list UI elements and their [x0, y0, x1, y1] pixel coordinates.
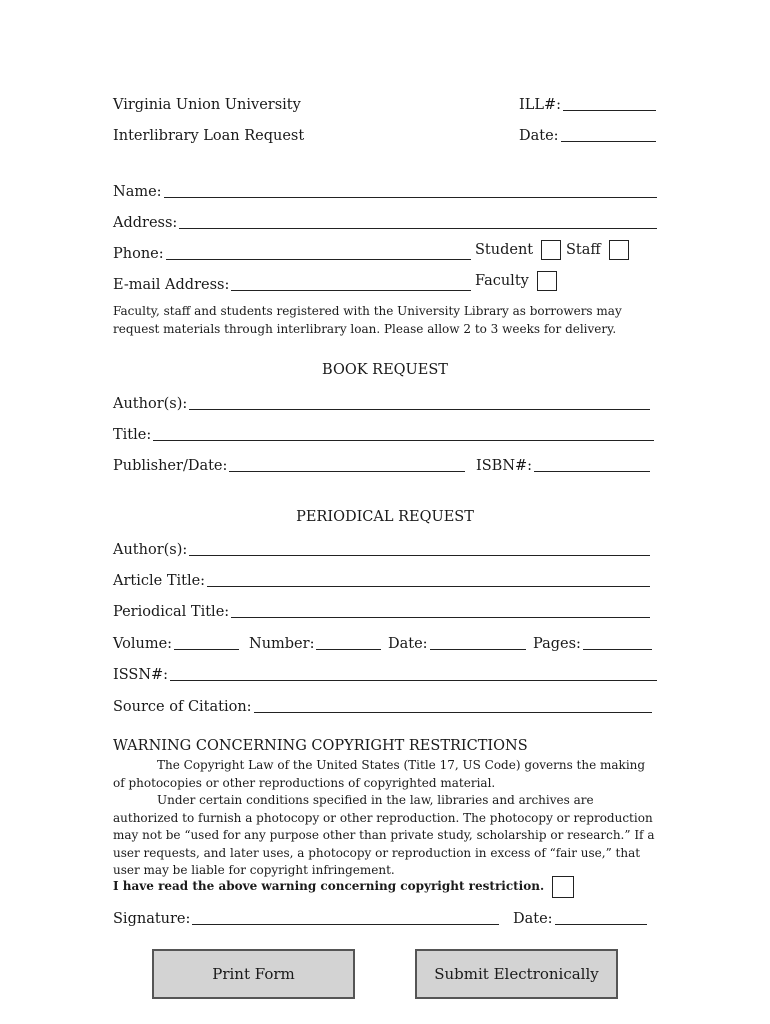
phone-label: Phone:: [113, 246, 164, 262]
address-field[interactable]: [179, 212, 657, 229]
periodical-authors-field[interactable]: [189, 539, 650, 556]
student-label: Student: [475, 242, 534, 258]
source-label: Source of Citation:: [113, 699, 252, 715]
book-title-field[interactable]: [153, 424, 654, 441]
book-title-row: [113, 422, 654, 444]
student-checkbox[interactable]: [541, 240, 561, 260]
periodical-request-heading: PERIODICAL REQUEST: [296, 509, 474, 525]
isbn-label: ISBN#:: [476, 458, 533, 474]
publisher-row: [113, 453, 465, 475]
periodical-date-label: Date:: [388, 636, 428, 652]
periodical-title-label: Periodical Title:: [113, 604, 230, 620]
phone-field[interactable]: [166, 243, 471, 260]
staff-option: [566, 240, 629, 260]
faculty-option: [475, 271, 557, 291]
article-title-row: [113, 568, 650, 590]
signature-field[interactable]: [192, 908, 499, 925]
email-field[interactable]: [231, 274, 471, 291]
issn-field[interactable]: [170, 664, 657, 681]
ill-number-row: [519, 92, 656, 114]
volume-label: Volume:: [113, 636, 173, 652]
name-label: Name:: [113, 184, 162, 200]
acknowledgement-checkbox[interactable]: [552, 876, 574, 898]
university-name: Virginia Union University: [113, 97, 301, 113]
book-authors-label: Author(s):: [113, 396, 188, 412]
pages-field[interactable]: [583, 633, 652, 650]
volume-row: [113, 631, 239, 653]
number-row: [249, 631, 381, 653]
book-authors-row: [113, 391, 650, 413]
email-row: [113, 272, 471, 294]
name-row: [113, 179, 657, 201]
staff-label: Staff: [566, 242, 601, 258]
copyright-paragraph-1: The Copyright Law of the United States (Title 17, US Code) governs the making of photocopies or other reproductions of copyrighted material.: [113, 758, 646, 790]
eligibility-note: Faculty, staff and students registered with the University Library as borrowers may request materials through interlibrary loan. Please allow 2 to 3 weeks for delivery.: [113, 304, 622, 336]
periodical-title-field[interactable]: [231, 601, 650, 618]
faculty-checkbox[interactable]: [537, 271, 557, 291]
signature-date-label: Date:: [513, 911, 553, 927]
student-option: [475, 240, 561, 260]
copyright-heading: WARNING CONCERNING COPYRIGHT RESTRICTIONS: [113, 738, 528, 754]
book-title-label: Title:: [113, 427, 152, 443]
signature-date-field[interactable]: [555, 908, 647, 925]
volume-field[interactable]: [174, 633, 239, 650]
acknowledgement-row: [113, 876, 574, 898]
number-label: Number:: [249, 636, 315, 652]
staff-checkbox[interactable]: [609, 240, 629, 260]
form-title: Interlibrary Loan Request: [113, 128, 305, 144]
acknowledgement-label: I have read the above warning concerning copyright restriction.: [113, 879, 545, 894]
periodical-date-row: [388, 631, 526, 653]
signature-label: Signature:: [113, 911, 191, 927]
name-field[interactable]: [164, 181, 657, 198]
pages-label: Pages:: [533, 636, 581, 652]
article-title-label: Article Title:: [113, 573, 206, 589]
copyright-paragraph-2: Under certain conditions specified in the law, libraries and archives are authorized to furnish a photocopy or other reproduction. The photocopy or reproduction may not be “used for any purpose other than private study, scholarship or research.” If a user requests, and later uses, a photocopy or reproduction in excess of “fair use,” that user may be liable for copyright infringement.: [113, 793, 655, 877]
pages-row: [533, 631, 652, 653]
email-label: E-mail Address:: [113, 277, 230, 293]
periodical-title-row: [113, 599, 650, 621]
faculty-label: Faculty: [475, 273, 529, 289]
publisher-field[interactable]: [229, 455, 465, 472]
signature-date-row: [513, 906, 647, 928]
periodical-authors-row: [113, 537, 650, 559]
header-date-row: [519, 123, 656, 145]
phone-row: [113, 241, 471, 263]
isbn-row: [476, 453, 650, 475]
header-date-field[interactable]: [561, 125, 656, 142]
ill-number-label: ILL#:: [519, 97, 562, 113]
source-field[interactable]: [254, 696, 652, 713]
periodical-authors-label: Author(s):: [113, 542, 188, 558]
address-label: Address:: [113, 215, 178, 231]
number-field[interactable]: [316, 633, 381, 650]
book-authors-field[interactable]: [189, 393, 650, 410]
issn-label: ISSN#:: [113, 667, 169, 683]
submit-electronically-button[interactable]: Submit Electronically: [415, 949, 618, 999]
publisher-label: Publisher/Date:: [113, 458, 228, 474]
book-request-heading: BOOK REQUEST: [322, 362, 448, 378]
address-row: [113, 210, 657, 232]
isbn-field[interactable]: [534, 455, 650, 472]
signature-row: [113, 906, 499, 928]
print-form-button[interactable]: Print Form: [152, 949, 355, 999]
header-date-label: Date:: [519, 128, 559, 144]
source-row: [113, 694, 652, 716]
periodical-date-field[interactable]: [430, 633, 526, 650]
ill-number-field[interactable]: [563, 94, 656, 111]
article-title-field[interactable]: [207, 570, 650, 587]
issn-row: [113, 662, 657, 684]
